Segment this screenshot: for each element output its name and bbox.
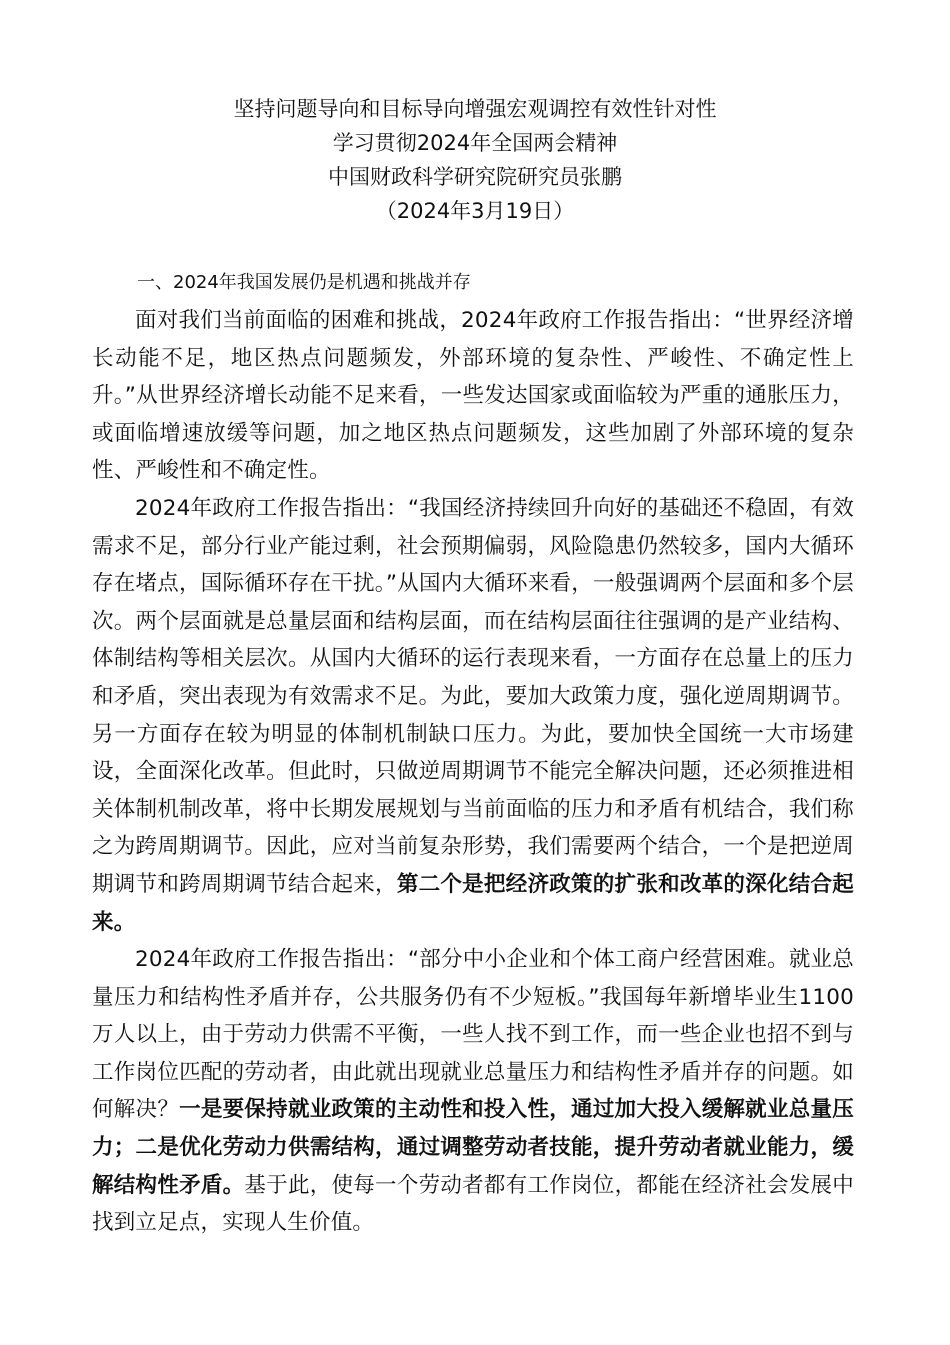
paragraph-2-container	[92, 490, 854, 941]
paragraph-text: 2024年政府工作报告指出：“部分中小企业和个体工商户经营困难。就业总量压力和结构性矛盾并存，公共服务仍有不少短板。”我国每年新增毕业生1100万人以上，由于劳动力供需不平衡，一些人找不到工作，而一些企业也招不到与工作岗位匹配的劳动者，由此就出现就业总量压力和结构性矛盾并存的问题。如何解决？	[92, 947, 854, 1123]
section-heading: 一、2024年我国发展仍是机遇和挑战并存	[137, 272, 471, 293]
date-line: （2024年3月19日）	[375, 199, 575, 223]
paragraph	[92, 490, 854, 941]
bold-emphasis: 第二个是把经济政策的扩张和改革的深化结合起来。	[92, 871, 854, 935]
paragraph-1-container	[92, 302, 854, 490]
title-block	[0, 92, 950, 228]
paragraph	[92, 941, 854, 1242]
author-line: 中国财政科学研究院研究员张鹏	[328, 165, 622, 189]
paragraph-text: 面对我们当前面临的困难和挑战，2024年政府工作报告指出：“世界经济增长动能不足，地区热点问题频发，外部环境的复杂性、严峻性、不确定性上升。”从世界经济增长动能不足来看，一些发达国家或面临较为严重的通胀压力，或面临增速放缓等问题，加之地区热点问题频发，这些加剧了外部环境的复杂性、严峻性和不确定性。	[92, 308, 854, 484]
bold-emphasis: 一是要保持就业政策的主动性和投入性，通过加大投入缓解就业总量压力；二是优化劳动力供需结构，通过调整劳动者技能，提升劳动者就业能力，缓解结构性矛盾。	[92, 1097, 854, 1198]
paragraph-3-container	[92, 941, 854, 1242]
main-title: 坚持问题导向和目标导向增强宏观调控有效性针对性	[233, 97, 717, 121]
paragraph	[92, 302, 854, 490]
subtitle: 学习贯彻2024年全国两会精神	[332, 131, 618, 155]
paragraph-text: 2024年政府工作报告指出：“我国经济持续回升向好的基础还不稳固，有效需求不足，部分行业产能过剩，社会预期偏弱，风险隐患仍然较多，国内大循环存在堵点，国际循环存在干扰。”从国内大循环来看，一般强调两个层面和多个层次。两个层面就是总量层面和结构层面，而在结构层面往往强调的是产业结构、体制结构等相关层次。从国内大循环的运行表现来看，一方面存在总量上的压力和矛盾，突出表现为有效需求不足。为此，要加大政策力度，强化逆周期调节。另一方面存在较为明显的体制机制缺口压力。为此，要加快全国统一大市场建设，全面深化改革。但此时，只做逆周期调节不能完全解决问题，还必须推进相关体制机制改革，将中长期发展规划与当前面临的压力和矛盾有机结合，我们称之为跨周期调节。因此，应对当前复杂形势，我们需要两个结合，一个是把逆周期调节和跨周期调节结合起来，	[92, 496, 854, 897]
paragraph-text: 基于此，使每一个劳动者都有工作岗位，都能在经济社会发展中找到立足点，实现人生价值。	[92, 1172, 854, 1236]
